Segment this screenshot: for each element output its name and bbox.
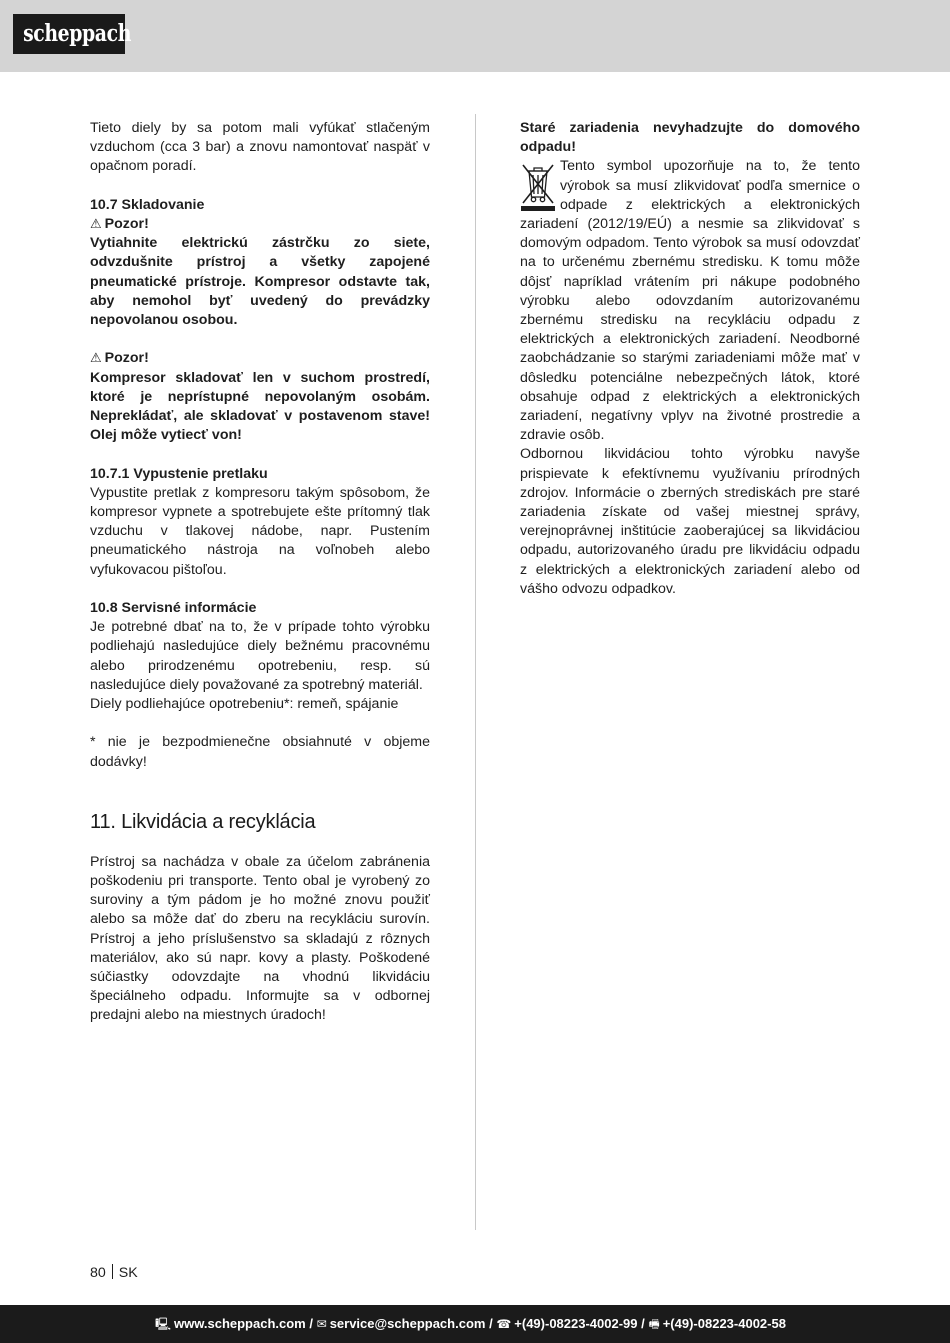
warning-text-2: Kompresor skladovať len v suchom prostredí, ktoré je neprístupné nepovolaným osobám. Neprekládať, ale skladovať v postavenom stave! Olej môže vytiecť von!: [90, 369, 430, 444]
wear-parts-line: Diely podliehajúce opotrebeniu*: remeň, spájanie: [90, 696, 399, 713]
section-11-text: Prístroj sa nachádza v obale za účelom zabránenia poškodeniu pri transporte. Tento obal je vyrobený zo suroviny a tým pádom je ho možné znovu použiť alebo sa môže dať do zberu na recykláciu surovín. Prístroj a jeho príslušenstvo sa skladajú z rôznych materiálov, ako sú napr. kovy a plasty. Poškodené súčiastky odovzdajte na vhodnú likvidáciu špeciálneho odpadu. Informujte sa v odbornej predajni alebo na miestnych úradoch!: [90, 853, 430, 1024]
page-header: [0, 0, 950, 72]
page-number: [90, 1264, 138, 1283]
section-11-title: 11. Likvidácia a recyklácia: [90, 810, 316, 833]
right-column: [520, 119, 860, 599]
disposal-title: Staré zariadenia nevyhadzujte do domového odpadu!: [520, 120, 860, 156]
footer-website-link[interactable]: www.scheppach.com: [174, 1316, 306, 1331]
section-10-7-1-text: Vypustite pretlak z kompresoru takým spôsobom, že kompresor vypnete a spotrebujete ešte prítomný tlak vzduchu v tlakovej nádobe, napr. Pustením pneumatického nástroja na voľnobeh alebo vyfukovacou pištoľou.: [90, 484, 430, 578]
logo-text: scheppach: [23, 20, 131, 47]
crossed-bin-icon: [520, 159, 556, 213]
intro-paragraph: Tieto diely by sa potom mali vyfúkať stlačeným vzduchom (cca 3 bar) a znovu namontovať naspäť v opačnom poradí.: [90, 120, 430, 175]
warning-label-2: ⚠ Pozor!: [90, 349, 430, 368]
warning-label-1: ⚠ Pozor!: [90, 215, 430, 234]
computer-icon: 🖳: [155, 1317, 172, 1331]
footer-separator: /: [309, 1316, 313, 1331]
column-divider: [475, 114, 476, 1230]
footer-phone: +(49)-08223-4002-99: [514, 1316, 638, 1331]
footnote: * nie je bezpodmienečne obsiahnuté v objeme dodávky!: [90, 734, 430, 770]
warning-text-1: Vytiahnite elektrickú zástrčku zo siete, odvzdušnite prístroj a všetky zapojené pneumatické prístroje. Kompresor odstavte tak, aby nemohol byť uvedený do prevádzky nepovolanou osobou.: [90, 235, 430, 329]
section-10-8-text: Je potrebné dbať na to, že v prípade tohto výrobku podliehajú nasledujúce diely bežnému pracovnému alebo prirodzenému opotrebeniu, resp. sú nasledujúce diely považované za spotrebný materiál.: [90, 619, 430, 693]
disposal-paragraph-1: Tento symbol upozorňuje na to, že tento výrobok sa musí zlikvidovať podľa smernice o odpade z elektrických a elektronických zariadení (2012/19/EÚ) a nesmie sa zlikvidovať s domovým odpadom. Tento výrobok sa musí odovzdať na to určenému zbernému stredisku. K tomu môže dôjsť napríklad vrátením pri nákupe podobného výrobku alebo odovzdaním autorizovanému zbernému stredisku na recykláciu odpadu z elektrických a elektronických zariadení. Neodborné zaobchádzanie so starými zariadeniami môže mať v dôsledku potenciálne nebezpečných látok, ktoré obsahuje odpad z elektrických a elektronických zariadení, negatívny vplyv na životné prostredie a zdravie osôb.: [520, 158, 860, 444]
footer-email-link[interactable]: service@scheppach.com: [329, 1316, 486, 1331]
page-number-value: 80: [90, 1265, 106, 1281]
left-column: [90, 119, 430, 1026]
section-10-7-1-title: 10.7.1 Vypustenie pretlaku: [90, 465, 268, 482]
footer-separator: /: [489, 1316, 493, 1331]
disposal-paragraph-2: Odbornou likvidáciou tohto výrobku navyše prispievate k efektívnemu využívaniu prírodných zdrojov. Informácie o zberných strediskách pre staré zariadenia získate od vašej miestnej správy, verejnoprávnej inštitúcie zaoberajúcej sa likvidáciou odpadu, autorizovaného úradu pre likvidáciu odpadu z elektrických a elektronických zariadení alebo od vášho odvozu odpadkov.: [520, 446, 860, 597]
section-10-7-title: 10.7 Skladovanie: [90, 196, 205, 213]
brand-logo: [13, 14, 131, 54]
footer-separator: /: [641, 1316, 645, 1331]
page-language: SK: [118, 1265, 138, 1281]
phone-icon: ☎: [496, 1317, 512, 1331]
section-10-8-title: 10.8 Servisné informácie: [90, 600, 257, 617]
fax-icon: 🖷: [648, 1317, 660, 1331]
envelope-icon: ✉: [316, 1317, 327, 1331]
page-footer: [0, 1305, 950, 1343]
footer-fax: +(49)-08223-4002-58: [662, 1316, 786, 1331]
